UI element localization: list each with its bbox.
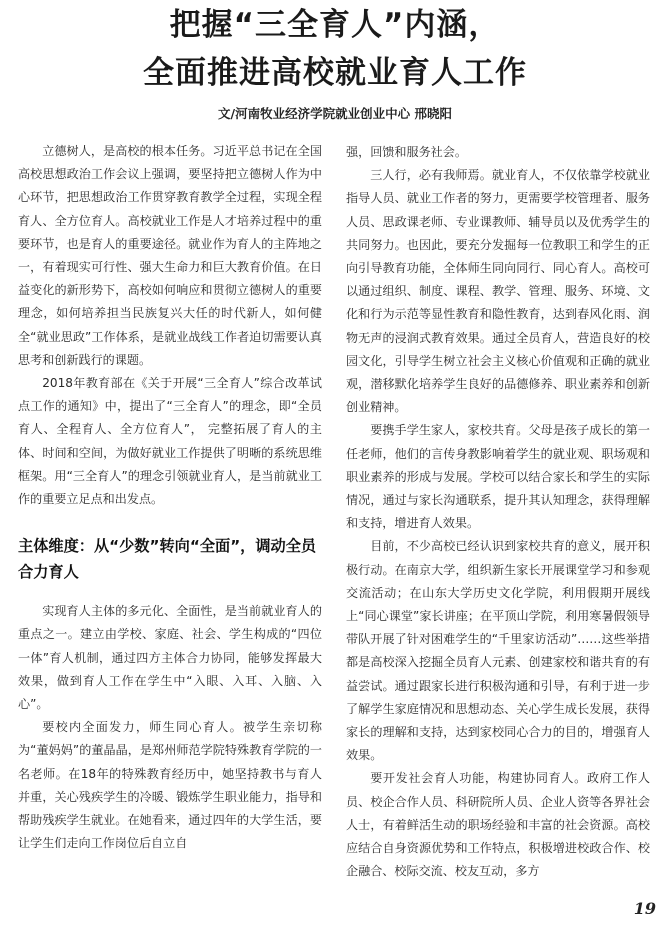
article-title-line-2: 全面推进高校就业育人工作 — [143, 55, 527, 91]
right-column — [346, 141, 650, 884]
left-column — [18, 140, 322, 855]
section-heading: 主体维度：从“少数”转向“全面”，调动全员合力育人 — [18, 537, 317, 582]
author-byline: 文/河南牧业经济学院就业创业中心 邢晓阳 — [218, 106, 452, 121]
paragraph: 要开发社会育人功能，构建协同育人。政府工作人员、校企合作人员、科研院所人员、企业人资等各界社会人士，有着鲜活生动的职场经验和丰富的社会资源。高校应结合自身资源优势和工作特点，积极增进校政合作、校企融合、校际交流、校友互动，多方 — [346, 771, 650, 879]
paragraph: 要校内全面发力，师生同心育人。被学生亲切称为“董妈妈”的董晶晶，是郑州师范学院特殊教育学院的一名老师。在18年的特殊教育经历中，她坚持教书与育人并重，关心残疾学生的冷暖、锻炼学生职业能力，指导和帮助残疾学生就业。在她看来，通过四年的大学生活，要让学生们走向工作岗位后自立自 — [18, 720, 322, 851]
paragraph: 实现育人主体的多元化、全面性，是当前就业育人的重点之一。建立由学校、家庭、社会、学生构成的“四位一体”育人机制，通过四方主体合力协同，能够发挥最大效果，做到育人工作在学生中“入眼、入耳、入脑、入心”。 — [18, 604, 322, 712]
page-number: 19 — [633, 899, 656, 918]
paragraph-continued: 强，回馈和服务社会。 — [346, 145, 467, 159]
paragraph: 立德树人，是高校的根本任务。习近平总书记在全国高校思想政治工作会议上强调，要坚持把立德树人作为中心环节，把思想政治工作贯穿教育教学全过程，实现全程育人、全方位育人。高校就业工作是人才培养过程中的重要环节，也是育人的重要途径。就业作为育人的主阵地之一，有着现实可行性、强大生命力和巨大教育价值。在日益变化的新形势下，高校如何响应和贯彻立德树人的重要理念，如何培养担当民族复兴大任的时代新人，如何健全“就业思政”工作体系，是就业战线工作者迫切需要认真思考和创新践行的课题。 — [18, 144, 322, 367]
paragraph: 三人行，必有我师焉。就业育人，不仅依靠学校就业指导人员、就业工作者的努力，更需要学校管理者、服务人员、思政课老师、专业课教师、辅导员以及优秀学生的共同努力。也因此，要充分发掘每一位教职工和学生的正向引导教育功能，全体师生同向同行、同心育人。高校可以通过组织、制度、课程、教学、管理、服务、环境、文化和行为示范等显性教育和隐性教育，达到春风化雨、润物无声的浸润式教育效果。通过全员育人，营造良好的校园文化，引导学生树立社会主义核心价值观和正确的就业观，潜移默化培养学生良好的品德修养、职业素养和创新创业精神。 — [346, 168, 650, 415]
article-title-line-1: 把握“三全育人”内涵， — [169, 7, 501, 43]
paragraph: 目前，不少高校已经认识到家校共育的意义，展开积极行动。在南京大学，组织新生家长开展课堂学习和参观交流活动；在山东大学历史文化学院，利用假期开展线上“同心课堂”家长讲座；在平顶山学院，利用寒暑假领导带队开展了针对困难学生的“千里家访活动”……这些举措都是高校深入挖掘全员育人元素、创建家校和谐共育的有益尝试。通过跟家长进行积极沟通和引导，有利于进一步了解学生家庭情况和思想动态、关心学生成长发展，获得家长的理解和支持，达到家校同心合力的目的，增强育人效果。 — [346, 539, 650, 763]
paragraph: 要携手学生家人，家校共育。父母是孩子成长的第一任老师，他们的言传身教影响着学生的就业观、职场观和职业素养的形成与发展。学校可以结合家长和学生的实际情况，通过与家长沟通联系，提升其认知理念，获得理解和支持，增进育人效果。 — [346, 423, 650, 531]
paragraph: 2018年教育部在《关于开展“三全育人”综合改革试点工作的通知》中，提出了“三全育人”的理念，即“全员育人、全程育人、全方位育人”， 完整拓展了育人的主体、时间和空间，为做好就业工作提供了明晰的系统思维框架。用“三全育人”的理念引领就业育人，是当前就业工作的重要立足点和出发点。 — [18, 376, 322, 507]
